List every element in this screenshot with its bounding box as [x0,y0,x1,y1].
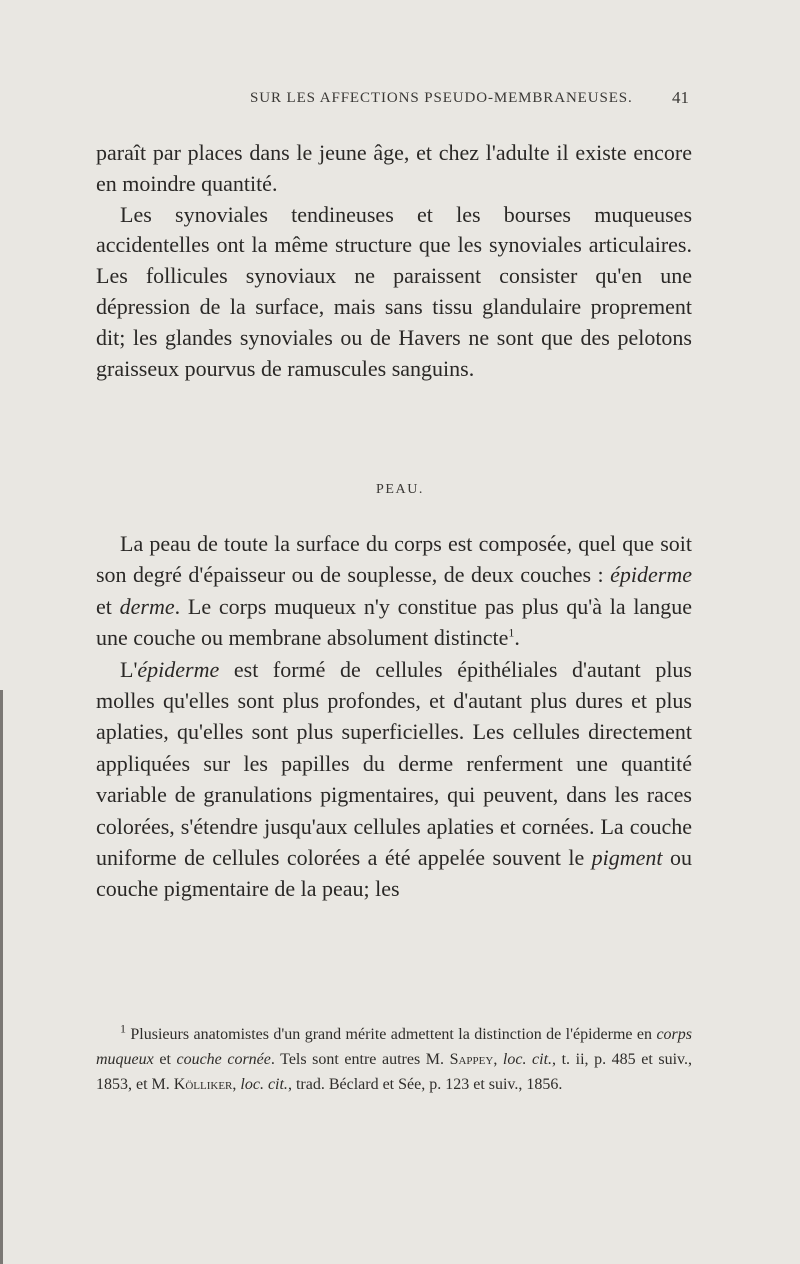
intro-text [96,138,692,384]
paragraph: Les synoviales tendineuses et les bourses muqueuses accidentelles ont la même structure que les synoviales articulaires. Les follicules synoviaux ne paraissent consister qu'en une dépression de la surface, mais sans tissu glandulaire proprement dit; les glandes synoviales ou de Havers ne sont que des pelotons graisseux pourvus de ramuscules sanguins. [96,201,692,381]
page-number: 41 [672,88,689,107]
page-edge-shadow [0,690,3,1264]
footnote [96,1022,692,1097]
paragraph: paraît par places dans le jeune âge, et chez l'adulte il existe encore en moindre quantité. [96,140,692,196]
footnote-ref: 1 [508,625,515,640]
paragraph: La peau de toute la surface du corps est composée, quel que soit son degré d'épaisseur ou de souplesse, de deux couches : épiderme et derme. Le corps muqueux n'y constitue pas plus qu'à la langue une couche ou membrane absolument distincte$^1$. [96,531,692,651]
paragraph: L'épiderme est formé de cellules épithéliales d'autant plus molles qu'elles sont plus profondes, et d'autant plus dures et plus aplaties, qu'elles sont plus superficielles. Les cellules directement appliquées sur les papilles du derme renferment une quantité variable de granulations pigmentaires, qui peuvent, dans les races colorées, s'étendre jusqu'aux cellules aplaties et cornées. La couche uniforme de cellules colorées a été appelée souvent le pigment ou couche pigmentaire de la peau; les [96,656,692,902]
page-header [0,90,800,120]
footnote-marker: 1 [120,1021,126,1036]
running-head: SUR LES AFFECTIONS PSEUDO-MEMBRANEUSES. [250,90,633,106]
section-title: PEAU. [375,482,425,497]
section-text [96,528,692,905]
footnote-text: $^1$ Plusieurs anatomistes d'un grand mérite admettent la distinction de l'épiderme en corps muqueux et couche cornée. Tels sont entre autres M. Sappey, loc. cit., t. ii, p. 485 et suiv., 1853, et M. Kölliker, loc. cit., trad. Béclard et Sée, p. 123 et suiv., 1856. [96,1021,693,1093]
